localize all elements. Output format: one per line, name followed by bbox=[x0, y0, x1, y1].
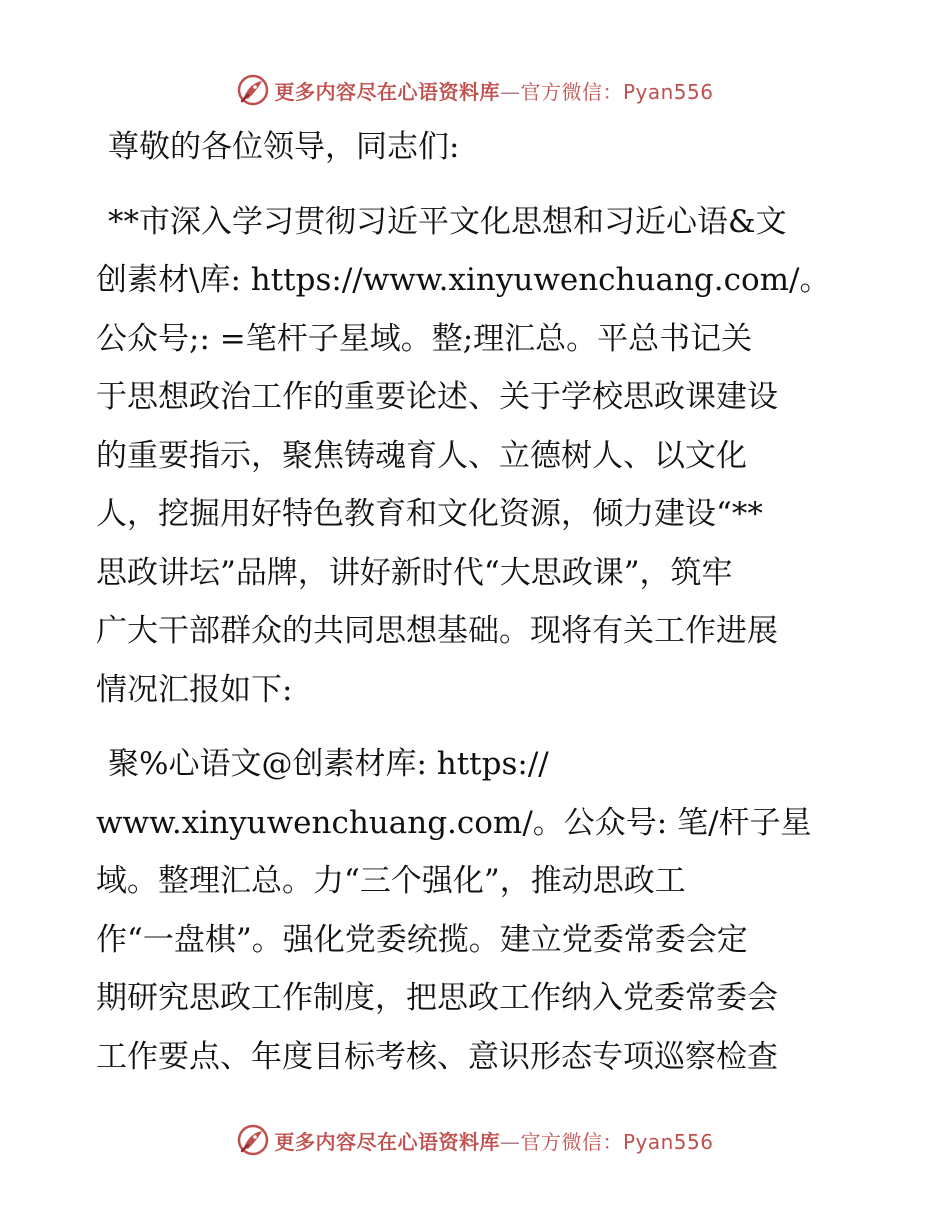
text-line: www.xinyuwenchuang.com/。公众号: 笔/杆子星 bbox=[96, 804, 812, 841]
text-line: 工作要点、年度目标考核、意识形态专项巡察检查 bbox=[96, 1038, 778, 1075]
watermark-wechat: 官方微信：Pyan556 bbox=[520, 79, 714, 104]
text-line: 域。整理汇总。力“三个强化”，推动思政工 bbox=[96, 863, 686, 899]
text-line: 情况汇报如下: bbox=[96, 671, 293, 708]
text-line: 广大干部群众的共同思想基础。现将有关工作进展 bbox=[96, 613, 778, 649]
watermark-brand: 更多内容尽在心语资料库 bbox=[274, 1129, 500, 1154]
watermark-text bbox=[274, 1126, 713, 1155]
watermark-wechat: 官方微信：Pyan556 bbox=[520, 1129, 714, 1154]
document-body bbox=[96, 118, 856, 1102]
header-watermark bbox=[0, 70, 950, 110]
paragraph-2 bbox=[96, 735, 856, 1086]
text-line: 聚%心语文@创素材库: https:// bbox=[108, 746, 549, 782]
text-line: 于思想政治工作的重要论述、关于学校思政课建设 bbox=[96, 379, 778, 415]
footer-watermark bbox=[0, 1120, 950, 1160]
text-line: 的重要指示，聚焦铸魂育人、立德树人、以文化 bbox=[96, 437, 747, 474]
watermark-separator: — bbox=[499, 1129, 521, 1154]
text-line: 思政讲坛”品牌，讲好新时代“大思政课”，筑牢 bbox=[96, 554, 733, 591]
text-line: 人，挖掘用好特色教育和文化资源，倾力建设“** bbox=[96, 496, 763, 532]
text-line: 创素材\库: https://www.xinyuwenchuang.com/。 bbox=[96, 262, 831, 298]
watermark-separator: — bbox=[499, 79, 521, 104]
paragraph-1 bbox=[96, 193, 856, 720]
watermark-brand: 更多内容尽在心语资料库 bbox=[274, 79, 500, 104]
text-line: 作“一盘棋”。强化党委统揽。建立党委常委会定 bbox=[96, 921, 748, 958]
text-line: **市深入学习贯彻习近平文化思想和习近心语&文 bbox=[108, 203, 787, 240]
pen-nib-logo-icon bbox=[236, 1123, 270, 1157]
text-line: 期研究思政工作制度，把思政工作纳入党委常委会 bbox=[96, 980, 778, 1016]
pen-nib-logo-icon bbox=[236, 73, 270, 107]
salutation: 尊敬的各位领导，同志们: bbox=[108, 129, 460, 165]
text-line: 公众号;: =笔杆子星域。整;理汇总。平总书记关 bbox=[96, 320, 753, 357]
watermark-text bbox=[274, 76, 713, 105]
